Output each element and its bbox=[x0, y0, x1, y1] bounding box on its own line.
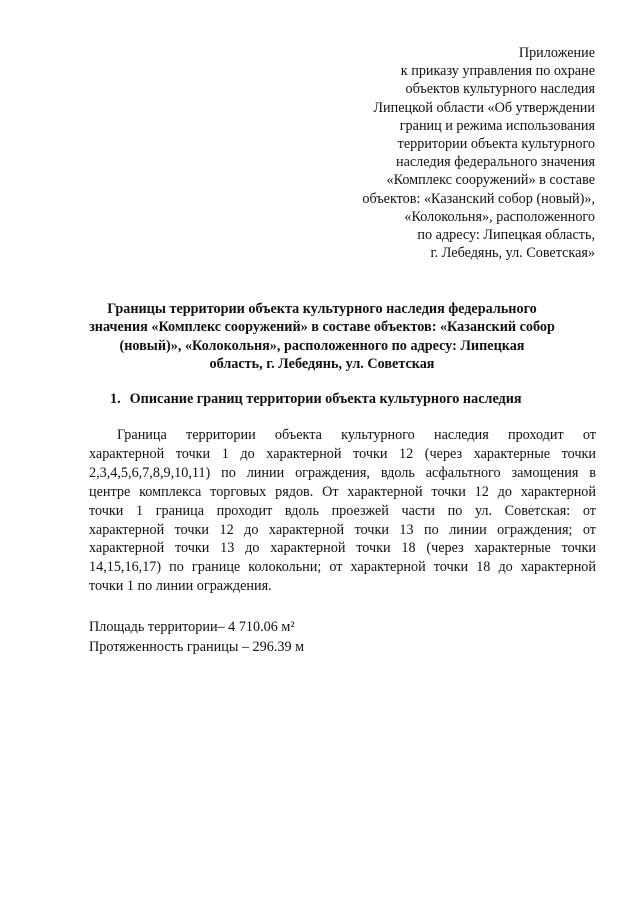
paragraph-line: характерной точки 1 до характерной точки 12 (через характерные точки bbox=[89, 445, 596, 462]
annex-line: Липецкой области «Об утверждении bbox=[373, 99, 595, 116]
annex-line: по адресу: Липецкая область, bbox=[417, 227, 595, 244]
title-line: (новый)», «Колокольня», расположенного по адресу: Липецкая bbox=[119, 337, 525, 354]
paragraph-line: точки 1 граница проходит вдоль проезжей части по ул. Советская: от bbox=[89, 502, 596, 519]
annex-line: к приказу управления по охране bbox=[400, 63, 595, 80]
paragraph-line: Граница территории объекта культурного наследия проходит от bbox=[117, 427, 596, 443]
section-number: 1. bbox=[110, 391, 121, 407]
boundary-length-value: Протяженность границы – 296.39 м bbox=[89, 639, 305, 655]
annex-line: г. Лебедянь, ул. Советская» bbox=[430, 245, 595, 262]
annex-line: границ и режима использования bbox=[399, 117, 595, 134]
annex-line: «Колокольня», расположенного bbox=[404, 208, 595, 225]
document-title bbox=[88, 300, 556, 373]
area-value: Площадь территории– 4 710.06 м² bbox=[89, 619, 295, 635]
paragraph-line: точки 1 по линии ограждения. bbox=[89, 578, 272, 595]
annex-header bbox=[265, 44, 595, 262]
annex-line: наследия федерального значения bbox=[395, 154, 595, 171]
paragraph-line: 14,15,16,17) по границе колокольни; от характерной точки 18 до характерной bbox=[89, 559, 596, 576]
title-line: Границы территории объекта культурного наследия федерального bbox=[107, 301, 537, 317]
title-line: значения «Комплекс сооружений» в составе объектов: «Казанский собор bbox=[89, 319, 555, 336]
annex-line: территории объекта культурного bbox=[397, 136, 595, 153]
annex-line: объектов: «Казанский собор (новый)», bbox=[362, 190, 595, 207]
paragraph-line: 2,3,4,5,6,7,8,9,10,11) по линии ограждения, вдоль асфальтного замощения в bbox=[89, 464, 596, 481]
paragraph-line: центре комплекса торговых рядов. От характерной точки 12 до характерной bbox=[89, 483, 596, 500]
paragraph-line: характерной точки 12 до характерной точки 13 по линии ограждения; от bbox=[89, 521, 596, 538]
section-heading bbox=[110, 390, 522, 408]
section-heading-text: Описание границ территории объекта культурного наследия bbox=[129, 391, 522, 407]
annex-line: объектов культурного наследия bbox=[405, 81, 595, 98]
territory-facts bbox=[89, 617, 304, 657]
annex-line: «Комплекс сооружений» в составе bbox=[386, 172, 595, 189]
paragraph-line: характерной точки 13 до характерной точки 18 (через характерные точки bbox=[89, 540, 596, 557]
body-paragraph bbox=[89, 426, 596, 596]
title-line: область, г. Лебедянь, ул. Советская bbox=[209, 355, 435, 372]
annex-line: Приложение bbox=[518, 45, 595, 61]
